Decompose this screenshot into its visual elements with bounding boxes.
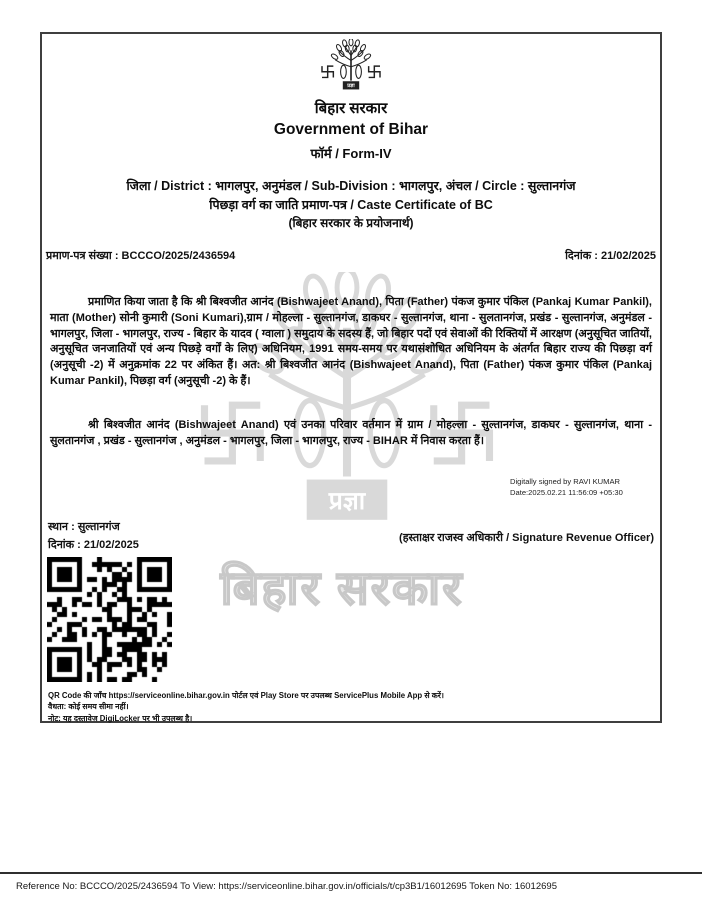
certificate-title: पिछड़ा वर्ग का जाति प्रमाण-पत्र / Caste Certificate of BC bbox=[209, 198, 493, 212]
meta-row bbox=[46, 248, 656, 263]
digilocker-note: नोट: यह दस्तावेज DigiLocker पर भी उपलब्ध है। bbox=[48, 713, 193, 723]
digital-signature-block bbox=[510, 477, 623, 498]
qr-notes bbox=[48, 690, 648, 724]
certificate-border bbox=[40, 32, 662, 723]
certificate-paragraph-1: प्रमाणित किया जाता है कि श्री बिश्वजीत आनंद (Bishwajeet Anand), पिता (Father) पंकज कुमार पंकिल (Pankaj Kumar Pankil), माता (Mother) सोनी कुमारी (Soni Kumari),ग्राम / मोहल्ला - सुल्तानगंज, डाकघर - सुल्तानगंज, थाना - सुलतानगंज, प्रखंड - सुल्तानगंज, अनुमंडल - भागलपुर, जिला - भागलपुर, राज्य - बिहार के यादव ( ग्वाला ) समुदाय के सदस्य हैं, जो बिहार पदों एवं सेवाओं की रिक्तियों में आरक्षण (अनुसूचित जातियों, अनुसूचित जनजातियों एवं अन्य पिछड़े वर्गों के लिए) अधिनियम, 1991 समय-समय पर यथासंशोधित अधिनियम के अंतर्गत बिहार राज्य की पिछड़ा वर्ग (अनुसूची -2) में अनुक्रमांक 22 पर अंकित हैं। अत: श्री बिश्वजीत आनंद (Bishwajeet Anand), पिता (Father) पंकज कुमार पंकिल (Pankaj Kumar Pankil), पिछड़ा वर्ग (अनुसूची -2) के हैं। bbox=[50, 296, 652, 387]
validity-note: वैधता: कोई समय सीमा नहीं। bbox=[48, 702, 129, 712]
qr-verification-note: QR Code की जाँच https://serviceonline.bihar.gov.in पोर्टल एवं Play Store पर उपलब्ध ServicePlus Mobile App से करें। bbox=[48, 691, 444, 700]
place-line: स्थान : सुल्तानगंज bbox=[48, 521, 120, 533]
bihar-emblem-icon bbox=[319, 39, 383, 97]
state-name-hindi: बिहार सरकार bbox=[314, 100, 388, 117]
issue-date: दिनांक : 21/02/2025 bbox=[565, 250, 656, 262]
qr-code bbox=[47, 557, 172, 682]
revenue-officer-label: (हस्ताक्षर राजस्व अधिकारी / Signature Revenue Officer) bbox=[399, 532, 654, 544]
certificate-number: प्रमाण-पत्र संख्या : BCCCO/2025/2436594 bbox=[46, 250, 236, 262]
watermark-text: बिहार सरकार bbox=[220, 561, 464, 614]
footer-divider bbox=[0, 872, 702, 874]
state-name-english: Government of Bihar bbox=[273, 121, 429, 138]
purpose-line: (बिहार सरकार के प्रयोजनार्थ) bbox=[288, 216, 414, 230]
form-number: फॉर्म / Form-IV bbox=[310, 146, 392, 161]
district-line: जिला / District : भागलपुर, अनुमंडल / Sub-Division : भागलपुर, अंचल / Circle : सुल्तानगंज bbox=[126, 179, 576, 193]
signature-date-line: दिनांक : 21/02/2025 bbox=[48, 539, 139, 551]
digital-signature-date: Date:2025.02.21 11:56:09 +05:30 bbox=[510, 487, 623, 497]
certificate-paragraph-2: श्री बिश्वजीत आनंद (Bishwajeet Anand) एवं उनका परिवार वर्तमान में ग्राम / मोहल्ला - सुल्तानगंज, डाकघर - सुल्तानगंज, थाना - सुलतानगंज , प्रखंड - सुल्तानगंज , अनुमंडल - भागलपुर, जिला - भागलपुर, राज्य - BIHAR में निवास करता हैं। bbox=[50, 419, 652, 447]
footer-reference-line: Reference No: BCCCO/2025/2436594 To View: https://serviceonline.bihar.gov.in/officials/t/cp3B1/16012695 Token No: 16012695 bbox=[16, 881, 557, 892]
digital-signature-signer: Digitally signed by RAVI KUMAR bbox=[510, 477, 621, 486]
